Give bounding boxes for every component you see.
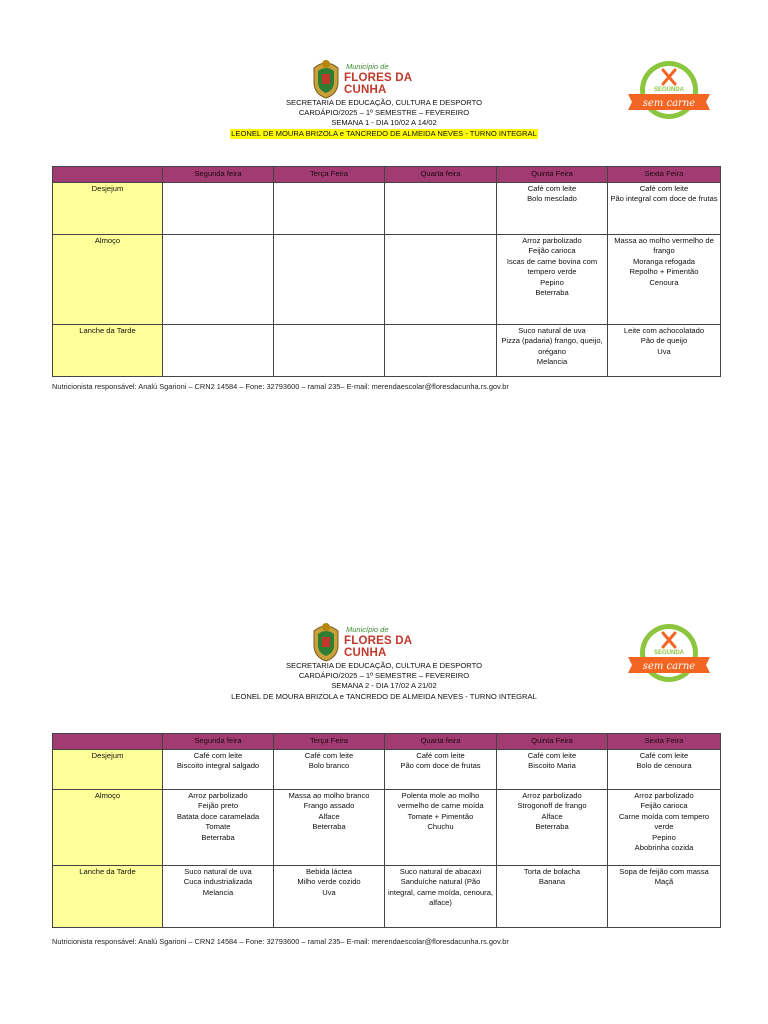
menu-item: Cuca industrializada — [183, 877, 253, 887]
menu-item: Bolo mesclado — [527, 194, 577, 204]
menu-title: CARDÁPIO/2025 – 1º SEMESTRE – FEVEREIRO — [298, 108, 470, 118]
menu-cell — [608, 183, 721, 235]
week-range: SEMANA 1 - DIA 10/02 A 14/02 — [331, 118, 437, 128]
menu-item: Iscas de carne bovina com tempero verde — [506, 256, 598, 277]
menu-item: Pão de queijo — [640, 336, 688, 346]
menu-cell — [163, 325, 274, 377]
menu-cell — [497, 235, 608, 325]
menu-item: Uva — [322, 887, 336, 897]
meal-label: Almoço — [53, 235, 163, 325]
menu-item: Melancia — [202, 887, 234, 897]
menu-item: Beterraba — [201, 832, 235, 842]
menu-cell — [274, 183, 385, 235]
menu-item: Café com leite — [304, 751, 354, 760]
nutritionist-footer: Nutricionista responsável: Analú Sgarioni – CRN2 14584 – Fone: 32793600 – ramal 235– E-mail: merendaescolar@floresdacunha.rs.gov.br — [52, 937, 509, 946]
column-header: Terça Feira — [274, 167, 385, 183]
menu-item: Torta de bolacha — [523, 867, 581, 876]
badge-line1: SEGUNDA — [653, 650, 685, 656]
menu-item: Banana — [538, 877, 566, 887]
menu-item: Polenta mole ao molho vermelho de carne moída — [397, 791, 484, 811]
menu-item: Café com leite — [639, 751, 689, 760]
logo-subtitle: Município de — [346, 625, 389, 634]
org-name: SECRETARIA DE EDUCAÇÃO, CULTURA E DESPORTO — [285, 661, 483, 670]
schools-line: LEONEL DE MOURA BRIZOLA e TANCREDO DE ALMEIDA NEVES - TURNO INTEGRAL — [231, 128, 537, 138]
menu-item: Moranga refogada — [632, 256, 696, 266]
menu-item: Strogonoff de frango — [517, 801, 587, 811]
menu-table — [52, 166, 721, 377]
table-row — [53, 750, 721, 790]
table-row — [53, 325, 721, 377]
menu-item: Café com leite — [527, 184, 577, 193]
menu-item: Café com leite — [416, 751, 465, 760]
sheet-header — [0, 661, 768, 702]
menu-item: Batata doce caramelada — [176, 811, 260, 821]
menu-item: Pepino — [540, 277, 564, 287]
menu-item: Feijão carioca — [528, 246, 576, 256]
table-row — [53, 183, 721, 235]
menu-item: Feijão preto — [197, 801, 239, 811]
menu-item: Suco natural de uva — [518, 326, 586, 335]
meal-label: Lanche da Tarde — [53, 866, 163, 928]
menu-cell — [608, 750, 721, 790]
menu-cell — [274, 750, 385, 790]
table-row — [53, 866, 721, 928]
menu-item: Massa ao molho branco — [288, 791, 370, 800]
column-header: Quinta Feira — [497, 734, 608, 750]
menu-cell — [163, 235, 274, 325]
menu-item: Bebida láctea — [305, 867, 353, 876]
menu-cell — [608, 866, 721, 928]
column-header — [53, 734, 163, 750]
column-header: Quinta Feira — [497, 167, 608, 183]
menu-cell — [608, 325, 721, 377]
menu-item: Biscoito Maria — [528, 761, 576, 771]
menu-item: Massa ao molho vermelho de frango — [614, 236, 714, 256]
badge-line2: sem carne — [642, 98, 696, 109]
menu-item: Feijão carioca — [640, 801, 688, 811]
menu-cell — [385, 866, 497, 928]
menu-item: Pepino — [652, 832, 676, 842]
menu-cell — [385, 790, 497, 866]
menu-cell — [163, 866, 274, 928]
menu-cell — [274, 790, 385, 866]
menu-title: CARDÁPIO/2025 – 1º SEMESTRE – FEVEREIRO — [298, 671, 470, 681]
menu-cell — [497, 325, 608, 377]
menu-item: Beterraba — [535, 822, 569, 832]
menu-cell — [385, 183, 497, 235]
menu-cell — [608, 235, 721, 325]
menu-item: Maçã — [654, 877, 674, 887]
menu-table — [52, 733, 721, 928]
menu-item: Uva — [657, 346, 671, 356]
menu-item: Tomate — [205, 822, 231, 832]
menu-cell — [163, 183, 274, 235]
menu-cell — [497, 866, 608, 928]
menu-item: Pizza (padaria) frango, queijo, orégano — [501, 336, 603, 356]
column-header: Sexta Feira — [608, 734, 721, 750]
menu-item: Suco natural de uva — [184, 867, 252, 876]
table-header-row — [53, 167, 721, 183]
menu-cell — [163, 750, 274, 790]
menu-cell — [497, 183, 608, 235]
table-row — [53, 235, 721, 325]
menu-cell — [274, 866, 385, 928]
meal-label: Desjejum — [53, 750, 163, 790]
meal-label: Almoço — [53, 790, 163, 866]
menu-cell — [385, 235, 497, 325]
nutritionist-footer: Nutricionista responsável: Analú Sgarioni – CRN2 14584 – Fone: 32793600 – ramal 235– E-mail: merendaescolar@floresdacunha.rs.gov.br — [52, 382, 509, 391]
menu-item: Alface — [541, 811, 563, 821]
menu-cell — [608, 790, 721, 866]
column-header: Sexta Feira — [608, 167, 721, 183]
municipality-logo — [310, 619, 450, 663]
menu-item: Abobrinha cozida — [634, 843, 694, 853]
logo-title: FLORES DA CUNHA — [344, 635, 412, 659]
menu-item: Frango assado — [303, 801, 355, 811]
menu-item: Pão com doce de frutas — [400, 761, 481, 771]
meal-label: Lanche da Tarde — [53, 325, 163, 377]
table-header-row — [53, 734, 721, 750]
menu-item: Beterraba — [312, 822, 346, 832]
menu-item: Bolo de cenoura — [636, 761, 692, 771]
menu-cell — [385, 325, 497, 377]
menu-item: Arroz parbolizado — [522, 791, 582, 800]
menu-item: Sanduíche natural (Pão integral, carne moída, cenoura, alface) — [387, 877, 494, 908]
menu-item: Suco natural de abacaxi — [399, 867, 482, 876]
menu-item: Beterraba — [535, 288, 569, 298]
menu-item: Café com leite — [527, 751, 577, 760]
menu-item: Arroz parbolizado — [634, 791, 694, 800]
menu-cell — [274, 325, 385, 377]
menu-item: Repolho + Pimentão — [629, 267, 699, 277]
menu-cell — [163, 790, 274, 866]
menu-item: Milho verde cozido — [297, 877, 361, 887]
menu-item: Tomate + Pimentão — [407, 811, 474, 821]
column-header: Quarta feira — [385, 734, 497, 750]
badge-line2: sem carne — [642, 661, 696, 672]
menu-cell — [274, 235, 385, 325]
badge-line1: SEGUNDA — [653, 87, 685, 93]
menu-item: Bolo branco — [308, 761, 350, 771]
menu-item: Pão integral com doce de frutas — [610, 194, 718, 204]
table-row — [53, 790, 721, 866]
column-header: Quarta feira — [385, 167, 497, 183]
municipality-logo — [310, 56, 450, 100]
menu-item: Melancia — [536, 357, 568, 367]
menu-cell — [497, 750, 608, 790]
menu-item: Leite com achocolatado — [623, 326, 705, 335]
logo-title: FLORES DA CUNHA — [344, 72, 412, 96]
menu-item: Biscoito integral salgado — [176, 761, 260, 771]
logo-subtitle: Município de — [346, 62, 389, 71]
crest-icon — [310, 619, 342, 663]
menu-item: Arroz parbolizado — [522, 236, 582, 245]
menu-item: Chuchu — [427, 822, 454, 832]
week-range: SEMANA 2 - DIA 17/02 A 21/02 — [331, 681, 437, 691]
crest-icon — [310, 56, 342, 100]
column-header: Segunda feira — [163, 167, 274, 183]
schools-line: LEONEL DE MOURA BRIZOLA e TANCREDO DE ALMEIDA NEVES - TURNO INTEGRAL — [231, 691, 537, 701]
menu-item: Sopa de feijão com massa — [619, 867, 709, 876]
column-header: Segunda feira — [163, 734, 274, 750]
meal-label: Desjejum — [53, 183, 163, 235]
menu-item: Café com leite — [193, 751, 243, 760]
menu-item: Alface — [318, 811, 340, 821]
column-header — [53, 167, 163, 183]
menu-item: Arroz parbolizado — [188, 791, 248, 800]
column-header: Terça Feira — [274, 734, 385, 750]
menu-item: Cenoura — [649, 277, 679, 287]
menu-cell — [497, 790, 608, 866]
menu-cell — [385, 750, 497, 790]
sheet-header — [0, 98, 768, 139]
menu-item: Café com leite — [639, 184, 689, 193]
menu-item: Carne moída com tempero verde — [618, 811, 710, 832]
org-name: SECRETARIA DE EDUCAÇÃO, CULTURA E DESPORTO — [285, 98, 483, 107]
